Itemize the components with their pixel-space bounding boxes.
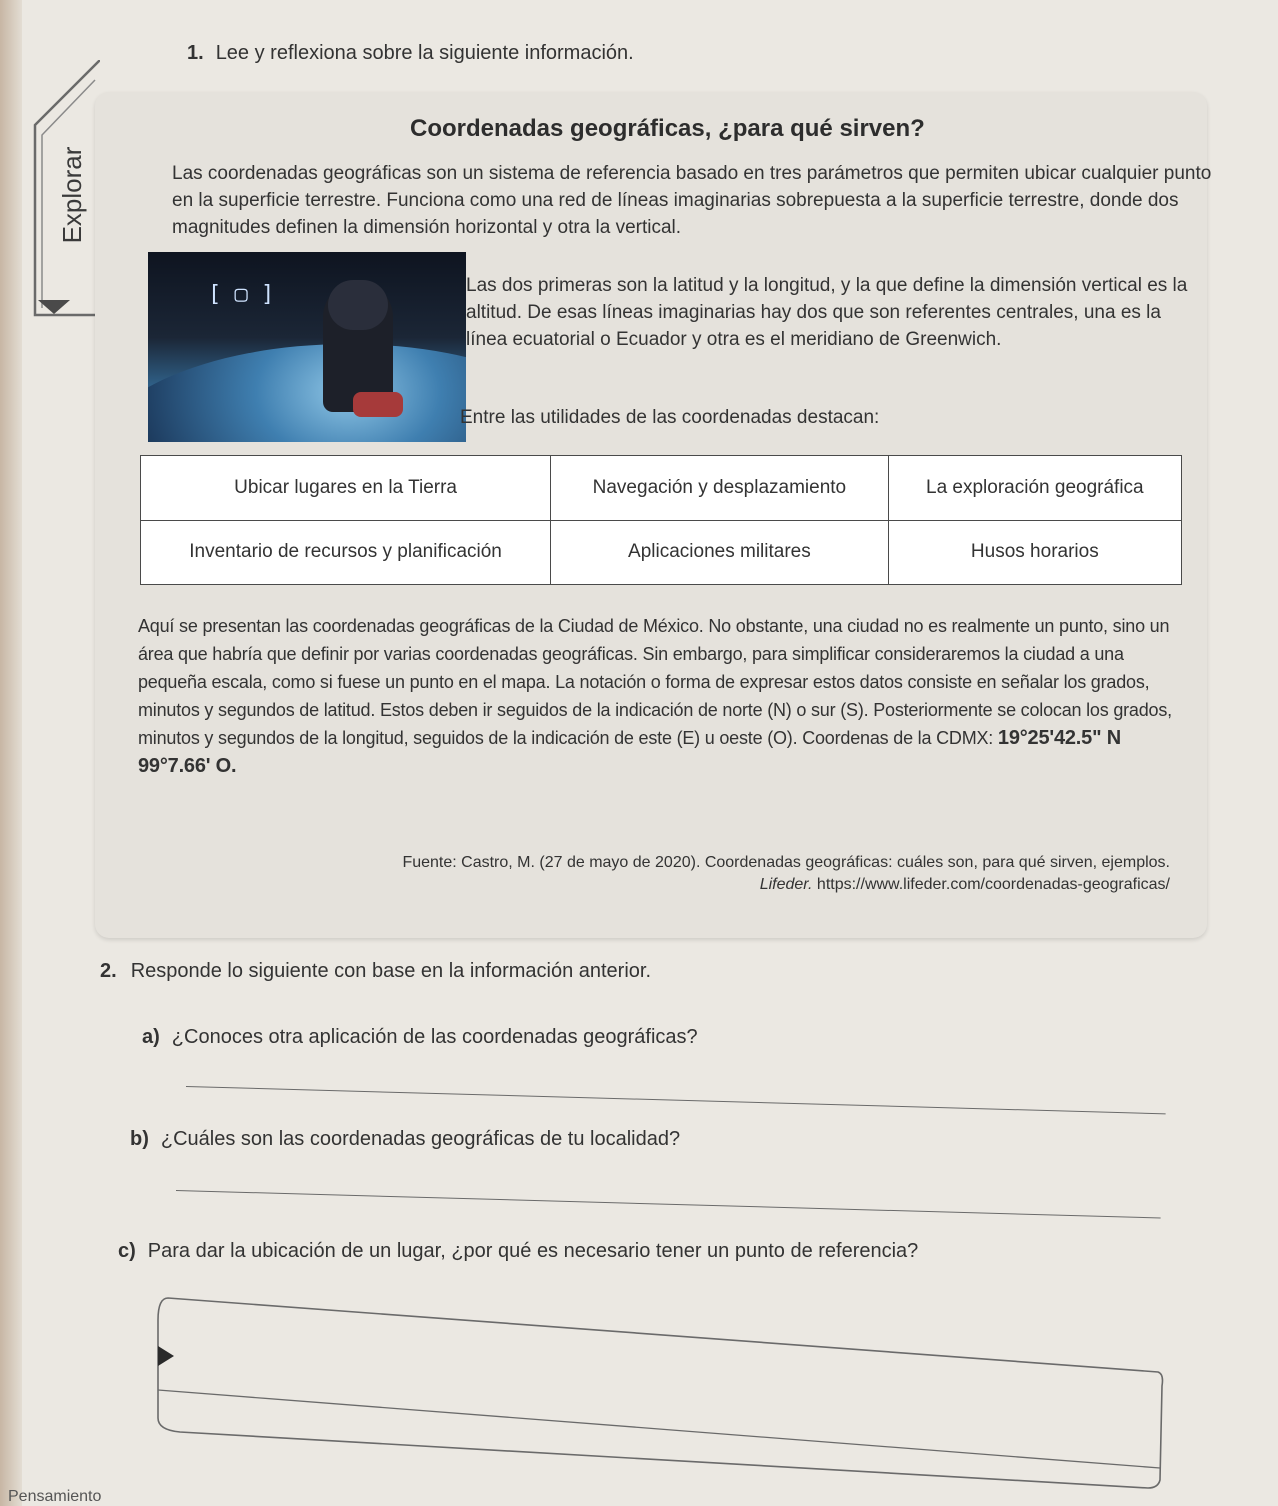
question-b bbox=[130, 1128, 680, 1151]
question-a-letter: a) bbox=[142, 1026, 160, 1048]
section-tab-label: Explorar bbox=[57, 146, 87, 244]
question-c bbox=[118, 1240, 918, 1263]
character-hair bbox=[328, 280, 388, 330]
activity-2 bbox=[100, 960, 651, 983]
cdmx-text: Aquí se presentan las coordenadas geográficas de la Ciudad de México. No obstante, una ciudad no es realmente un punto, sino un área que habría que definir por varias coordenadas geográficas. Sin embargo, para simplificar consideraremos la ciudad a una pequeña escala, como si fuese un punto en el mapa. La notación o forma de expresar estos datos consiste en señalar los grados, minutos y segundos de latitud. Estos deben ir seguidos de la indicación de norte (N) o sur (S). Posteriormente se colocan los grados, minutos y segundos de la longitud, seguidos de la indicación de este (E) u oeste (O). Coordenas de la CDMX: bbox=[138, 616, 1172, 748]
utilities-table bbox=[140, 455, 1182, 585]
activity-2-instruction: Responde lo siguiente con base en la información anterior. bbox=[130, 960, 652, 982]
planet-shape bbox=[148, 344, 466, 442]
info-box-title: Coordenadas geográficas, ¿para qué sirven? bbox=[410, 115, 925, 142]
activity-2-number: 2. bbox=[100, 960, 117, 982]
source-citation bbox=[320, 852, 1170, 896]
answer-box-c[interactable] bbox=[150, 1290, 1170, 1500]
activity-1-instruction: Lee y reflexiona sobre la siguiente información. bbox=[215, 42, 634, 64]
question-a bbox=[142, 1026, 698, 1049]
answer-line-a[interactable] bbox=[186, 1086, 1166, 1114]
table-cell: Ubicar lugares en la Tierra bbox=[141, 456, 551, 521]
question-b-text: ¿Cuáles son las coordenadas geográficas de tu localidad? bbox=[160, 1128, 681, 1150]
table-row bbox=[141, 520, 1182, 585]
source-publisher: Lifeder. bbox=[759, 876, 813, 893]
question-b-letter: b) bbox=[130, 1128, 149, 1150]
page-left-edge bbox=[0, 0, 22, 1506]
utilities-intro: Entre las utilidades de las coordenadas destacan: bbox=[460, 407, 880, 428]
cdmx-coordinates: 19°25'42.5" N 99°7.66' O. bbox=[138, 727, 1121, 777]
table-cell: Inventario de recursos y planificación bbox=[141, 520, 551, 585]
source-url: https://www.lifeder.com/coordenadas-geograficas/ bbox=[816, 876, 1170, 893]
right-paragraph: Las dos primeras son la latitud y la longitud, y la que define la dimensión vertical es la altitud. De esas líneas imaginarias hay dos que son referentes centrales, una es la línea ecuatorial o Ecuador y otra es el meridiano de Greenwich. bbox=[466, 275, 1188, 350]
question-c-letter: c) bbox=[118, 1240, 136, 1262]
tab-arrow-icon bbox=[38, 300, 70, 314]
character-skirt bbox=[353, 392, 403, 417]
anime-earth-image bbox=[148, 252, 466, 442]
cdmx-paragraph bbox=[138, 612, 1178, 780]
activity-1 bbox=[187, 42, 634, 65]
source-line-2 bbox=[320, 874, 1170, 896]
source-line-1: Fuente: Castro, M. (27 de mayo de 2020). Coordenadas geográficas: cuáles son, para qué sirven, ejemplos. bbox=[402, 854, 1170, 871]
table-row bbox=[141, 456, 1182, 521]
table-cell: Navegación y desplazamiento bbox=[551, 456, 888, 521]
question-c-text: Para dar la ubicación de un lugar, ¿por qué es necesario tener un punto de referencia? bbox=[147, 1240, 919, 1262]
answer-line-b[interactable] bbox=[176, 1190, 1161, 1219]
footer-section-label: Pensamiento bbox=[8, 1488, 102, 1505]
table-cell: Aplicaciones militares bbox=[551, 520, 888, 585]
hud-bracket-icon: [ ▢ ] bbox=[208, 282, 275, 307]
intro-paragraph: Las coordenadas geográficas son un sistema de referencia basado en tres parámetros que permiten ubicar cualquier punto en la superficie terrestre. Funciona como una red de líneas imaginarias sobrepuesta a la superficie terrestre, donde dos magnitudes definen la dimensión horizontal y otra la vertical. bbox=[172, 163, 1212, 238]
table-cell: La exploración geográfica bbox=[888, 456, 1181, 521]
table-cell: Husos horarios bbox=[888, 520, 1181, 585]
question-a-text: ¿Conoces otra aplicación de las coordenadas geográficas? bbox=[171, 1026, 698, 1048]
activity-1-number: 1. bbox=[187, 42, 204, 64]
